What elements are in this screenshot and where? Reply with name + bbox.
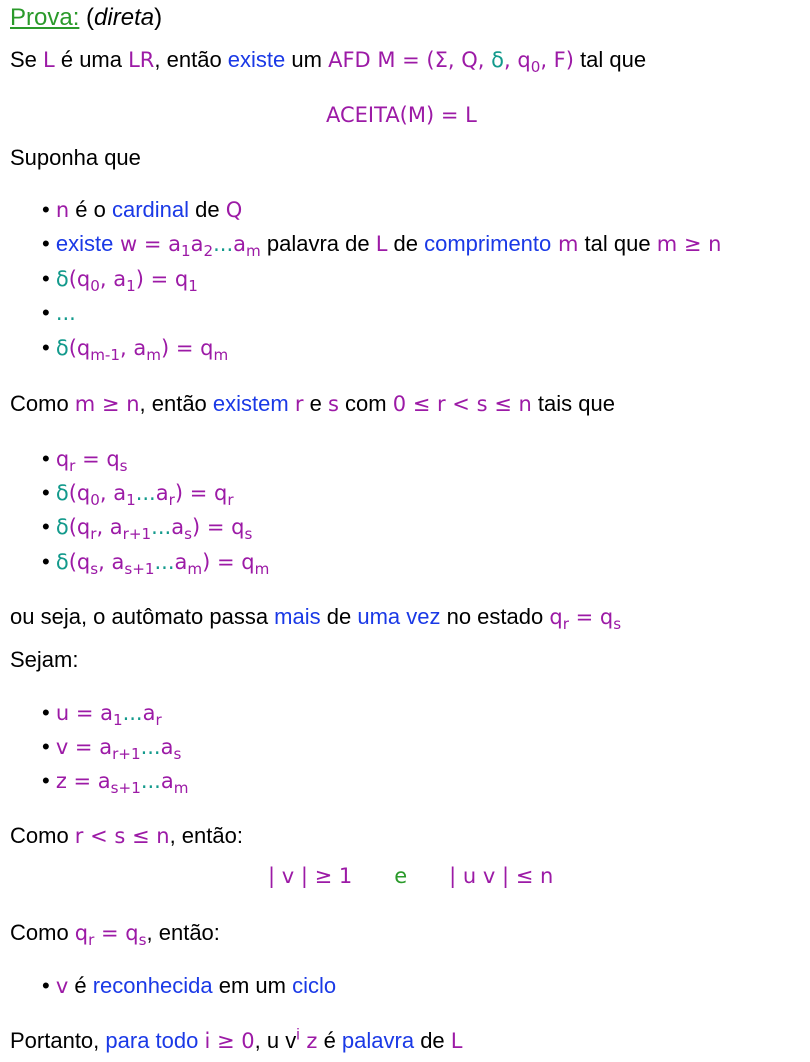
proof-link[interactable]: Prova: [10,4,80,31]
text: Se [10,47,44,72]
text: = q [568,605,614,629]
Q-var: Q [225,198,243,222]
suponha-line: Suponha que [10,145,141,170]
subscript: r [88,930,95,949]
subscript: 0 [90,276,100,295]
text: a [155,481,169,505]
state-equality [74,921,147,949]
text: q [549,605,563,629]
text: é [68,973,93,998]
text: (q [68,550,91,574]
subscript: r+1 [112,744,141,763]
text: , Q, [447,48,492,72]
bullet-dot: • [42,266,50,291]
text: , então [154,47,228,72]
subscript: s+1 [110,778,141,797]
v-var: v [55,974,69,998]
subscript: r [168,490,175,509]
cardinal-term: cardinal [111,197,189,222]
text: em um [212,973,293,998]
subscript: s [173,744,182,763]
subscript: s [119,456,128,475]
text: = q [94,921,139,945]
text: com [338,391,393,416]
como-line-1 [10,393,615,415]
inequality: r < s ≤ n [74,824,170,848]
subscript: 1 [126,490,136,509]
bullet-dot: • [42,231,50,256]
text: de [189,197,226,222]
definition-v [55,735,182,763]
text: AFD M = ( [328,48,435,72]
mais-term: mais [274,604,321,629]
bullet-item [42,734,182,763]
text: Como [10,823,75,848]
transition-expr [68,267,198,295]
inequality: 0 ≤ r < s ≤ n [392,392,532,416]
text: , F) [540,48,574,72]
subscript: 2 [203,241,214,260]
bullet-dot: • [42,197,50,222]
text: ) = q [191,515,245,539]
paren-close: ) [154,4,163,31]
text: a [160,735,174,759]
text: , a [98,550,125,574]
subscript: m [173,778,189,797]
delta-symbol: δ [55,515,69,539]
sejam-line: Sejam: [10,647,79,672]
n-var: n [55,198,70,222]
text: tais que [531,391,615,416]
afd-tuple [328,48,574,76]
text: w = a [113,232,181,256]
text: é uma [54,47,129,72]
comprimento-term: comprimento [424,231,552,256]
superscript: i [296,1026,300,1044]
intro-line [10,47,647,76]
z-var: z [299,1029,318,1053]
bullet-dot: • [42,514,50,539]
s-var: s [327,392,339,416]
subscript: 1 [188,276,198,295]
text: é [317,1028,342,1053]
proof-type: direta [94,4,155,31]
transition-expr [68,481,234,509]
text: , então: [146,920,220,945]
text: , u v [254,1028,297,1053]
text: , a [120,336,147,360]
text: z = a [55,769,111,793]
subscript: s [244,524,253,543]
text: = q [75,447,120,471]
palavra-term: palavra [341,1028,415,1053]
text: no estado [440,604,550,629]
text: ) = q [160,336,214,360]
text: palavra de [260,231,376,256]
subscript: r [69,456,76,475]
subscript: s [90,559,99,578]
text: (q [68,515,91,539]
subscript: r+1 [122,524,152,543]
subscript: s+1 [124,559,155,578]
subscript: m [146,345,161,364]
language-L: L [450,1029,463,1053]
ellipsis: ... [135,481,156,505]
uma-vez-term: uma vez [357,604,441,629]
text: q [74,921,89,945]
condition-v: | v | ≥ 1 [268,864,353,888]
r-var: r [294,392,304,416]
ellipsis: ... [154,550,175,574]
ellipsis: ... [122,701,143,725]
bullet-item [42,335,229,364]
aceita-formula: ACEITA(M) = L [326,103,477,127]
bullet-item [42,199,242,221]
text: a [142,701,156,725]
bullet-item [42,480,234,509]
subscript: 0 [530,57,541,76]
text: de [414,1028,451,1053]
bullet-dot: • [42,549,50,574]
text: e [303,391,328,416]
bullet-dot: • [42,700,50,725]
bullet-dot: • [42,335,50,360]
text: de [320,604,358,629]
bullet-item [42,549,270,578]
bullet-item [42,231,722,260]
text: é o [69,197,112,222]
text: Como [10,920,75,945]
bullet-item [42,266,198,295]
ellipsis: ... [213,232,234,256]
subscript: 0 [90,490,100,509]
language-L: L [375,232,388,256]
text: , então: [169,823,243,848]
ellipsis: ... [55,301,76,325]
text: u = a [55,701,113,725]
text: (q [68,481,91,505]
text: q [55,447,70,471]
language-L: L [43,48,55,72]
text: , a [99,481,127,505]
delta-symbol: δ [55,481,69,505]
transition-expr [68,336,229,364]
como-line-2 [10,825,243,847]
text: (q [68,336,91,360]
bullet-dot: • [42,480,50,505]
subscript: m-1 [90,345,121,364]
subscript: 1 [180,241,191,260]
bullet-item [42,514,253,543]
proof-title [10,6,162,30]
text: um [285,47,329,72]
subscript: m [213,345,229,364]
sigma-symbol: Σ [434,48,448,72]
text: ) = q [135,267,189,291]
subscript: r [562,614,569,633]
paren-open: ( [79,4,95,31]
m-ge-n: m ≥ n [656,232,722,256]
bullet-dot: • [42,734,50,759]
existem-term: existem [212,391,289,416]
text: , então [139,391,213,416]
text: , q [504,48,531,72]
delta-symbol: δ [55,267,69,291]
m-var: m [551,232,579,256]
text: (q [68,267,91,291]
text: ) = q [174,481,228,505]
subscript: m [246,241,261,260]
subscript: s [138,930,147,949]
bullet-dot: • [42,300,50,325]
m-ge-n: m ≥ n [74,392,140,416]
subscript: m [187,559,203,578]
transition-expr [68,515,253,543]
bullet-item [42,446,128,475]
reconhecida-term: reconhecida [92,973,213,998]
bullet-item [42,700,162,729]
subscript: r [90,524,97,543]
i-ge-0: i ≥ 0 [204,1029,255,1053]
subscript: s [613,614,622,633]
and-connector: e [394,864,408,888]
transition-expr [68,550,270,578]
text: de [387,231,425,256]
lr-term: LR [128,48,155,72]
text: ou seja, o autômato passa [10,604,275,629]
como-line-3 [10,920,220,949]
ouseja-line [10,604,622,633]
delta-symbol: δ [55,336,69,360]
subscript: r [227,490,234,509]
text: , a [99,267,127,291]
text: a [174,550,188,574]
subscript: m [254,559,270,578]
text: a [190,232,204,256]
state-equality [55,447,128,475]
bullet-item [42,768,189,797]
bullet-dot: • [42,973,50,998]
text: tal que [578,231,657,256]
existe-term: existe [55,231,114,256]
bullet-dot: • [42,768,50,793]
text: a [233,232,247,256]
text: Como [10,391,75,416]
delta-symbol: δ [55,550,69,574]
pumping-conditions [268,866,553,887]
subscript: 1 [112,710,123,729]
subscript: 1 [126,276,136,295]
para-todo-term: para todo [105,1028,199,1053]
text: , a [96,515,123,539]
text: v = a [55,735,113,759]
text: a [171,515,185,539]
bullet-dot: • [42,446,50,471]
bullet-item [42,975,336,997]
ciclo-term: ciclo [292,973,337,998]
condition-uv: | u v | ≤ n [449,864,554,888]
word-w [113,232,261,260]
delta-symbol: δ [491,48,505,72]
ellipsis: ... [140,769,161,793]
text: tal que [573,47,647,72]
existe-term: existe [227,47,286,72]
conclusion-line [10,1026,463,1053]
definition-z [55,769,189,797]
text: ) = q [202,550,255,574]
ellipsis: ... [151,515,172,539]
subscript: r [155,710,162,729]
bullet-item [42,302,76,324]
text: Portanto, [10,1028,106,1053]
subscript: s [184,524,192,543]
text: a [160,769,174,793]
ellipsis: ... [140,735,161,759]
definition-u [55,701,162,729]
state-equality [549,605,622,633]
